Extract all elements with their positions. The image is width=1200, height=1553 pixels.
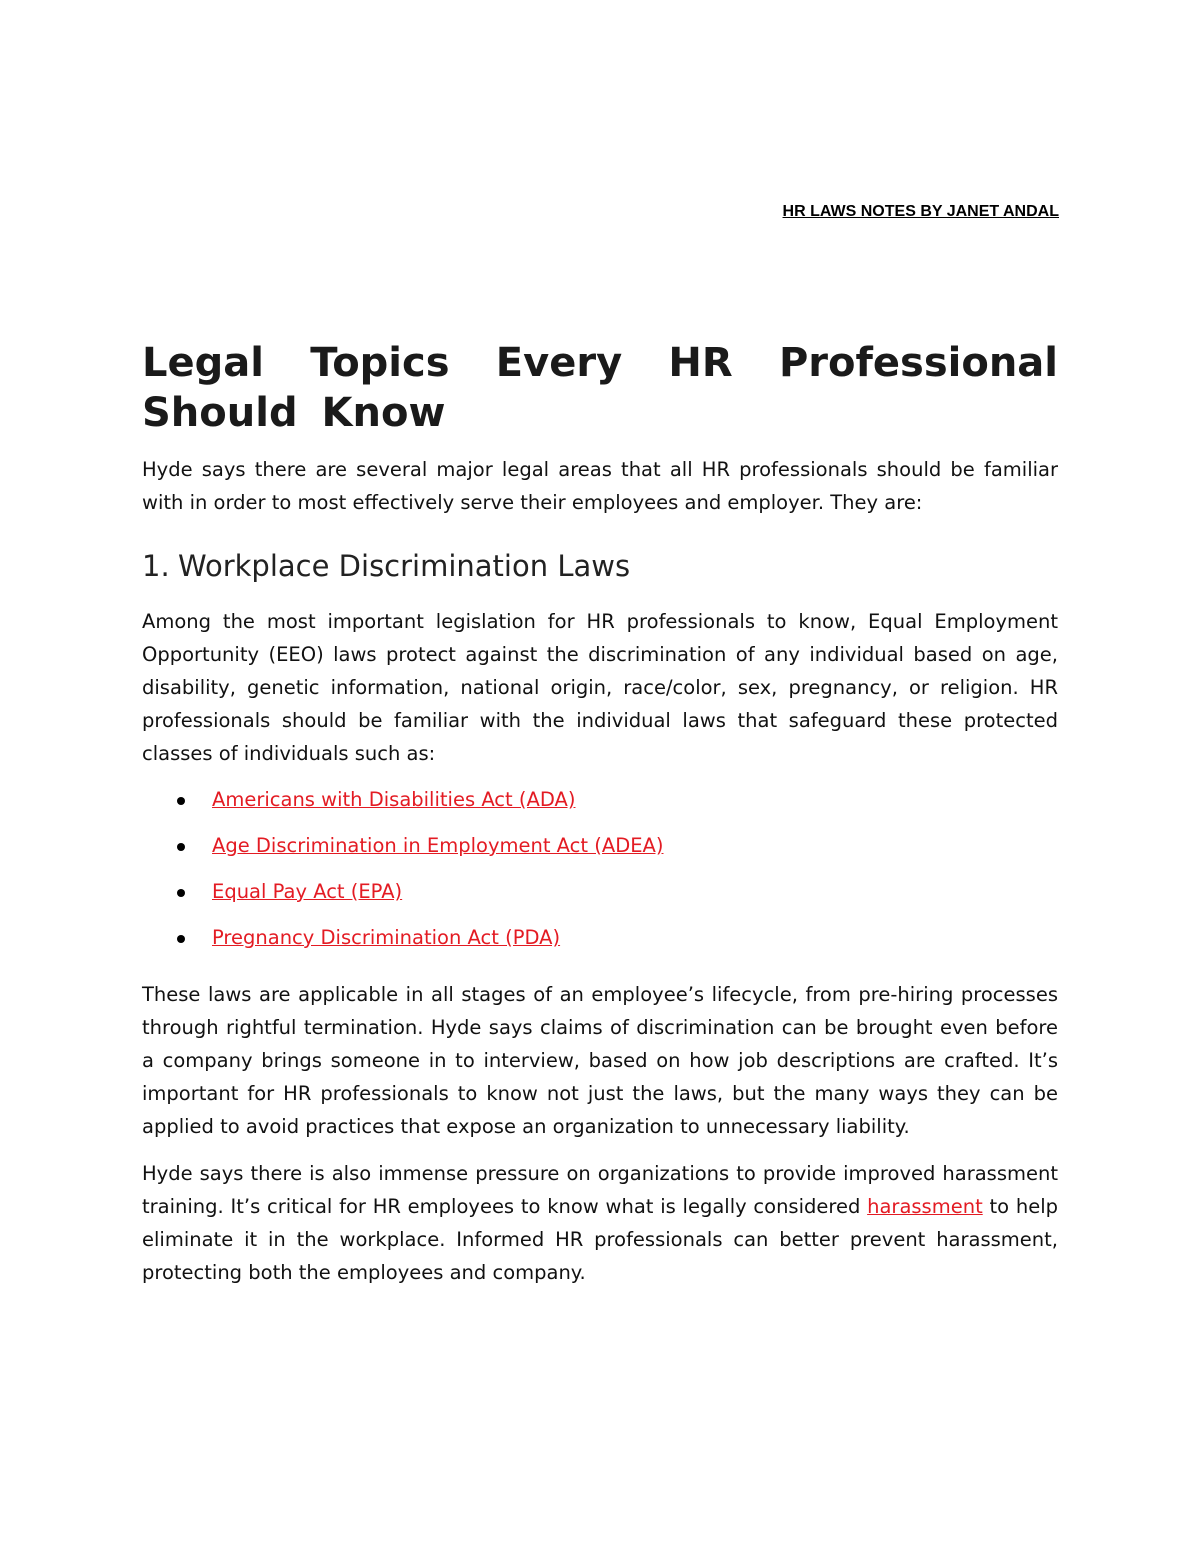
link-epa[interactable]: Equal Pay Act (EPA) [212,880,403,903]
list-item [142,784,1058,830]
document-title: Legal Topics Every HR Professional Should Know [142,340,1058,436]
link-ada[interactable]: Americans with Disabilities Act (ADA) [212,788,576,811]
bullet-icon [177,935,185,943]
lifecycle-paragraph: These laws are applicable in all stages of an employee’s lifecycle, from pre-hiring processes through rightful termination. Hyde says claims of discrimination can be brought even before a company brings someone in to interview, based on how job descriptions are crafted. It’s important for HR professionals to know not just the laws, but the many ways they can be applied to avoid practices that expose an organization to unnecessary liability. [142,983,1058,1138]
list-item [142,922,1058,968]
eeo-paragraph: Among the most important legislation for HR professionals to know, Equal Employment Opportunity (EEO) laws protect against the discrimination of any individual based on age, disability, genetic information, national origin, race/color, sex, pregnancy, or religion. HR professionals should be familiar with the individual laws that safeguard these protected classes of individuals such as: [142,610,1058,765]
section-heading [142,537,1058,595]
intro-paragraph: Hyde says there are several major legal areas that all HR professionals should be familiar with in order to most effectively serve their employees and employer. They are: [142,458,1058,514]
link-adea[interactable]: Age Discrimination in Employment Act (ADEA) [212,834,664,857]
link-pda[interactable]: Pregnancy Discrimination Act (PDA) [212,926,561,949]
harassment-paragraph [142,1157,1058,1289]
section-number: 1. [142,549,170,583]
document-body [142,338,1058,1289]
document-header: HR LAWS NOTES BY JANET ANDAL [782,203,1059,220]
section-heading-text: Workplace Discrimination Laws [178,549,631,583]
bullet-icon [177,797,185,805]
harassment-text-before: Hyde says there is also immense pressure on organizations to provide improved harassment training. It’s critical for HR employees to know what is legally considered [142,1162,1058,1218]
bullet-icon [177,843,185,851]
list-item [142,830,1058,876]
laws-list [142,784,1058,968]
list-item [142,876,1058,922]
harassment-text-after: to help eliminate it in the workplace. Informed HR professionals can better prevent harassment, protecting both the employees and company. [142,1195,1058,1284]
bullet-icon [177,889,185,897]
link-harassment[interactable]: harassment [867,1195,983,1218]
